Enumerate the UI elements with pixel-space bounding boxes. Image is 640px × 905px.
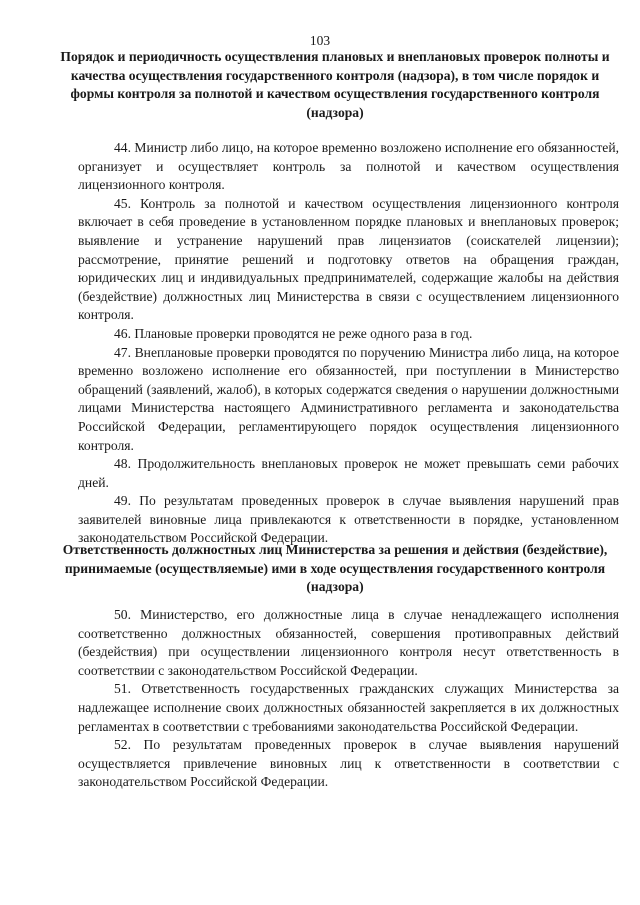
paragraph-44: 44. Министр либо лицо, на которое временно возложено исполнение его обязанностей, организует и осуществляет контроль за полнотой и качеством осуществления лицензионного контроля. [78, 140, 619, 193]
page-number: 103 [309, 33, 331, 48]
section-body-responsibility [78, 606, 619, 792]
section-body-inspections [78, 139, 619, 548]
paragraph-47: 47. Внеплановые проверки проводятся по поручению Министра либо лица, на которое временно возложено исполнение его обязанностей, при поступлении в Министерство обращений (заявлений, жалоб), в которых содержатся сведения о нарушении должностными лицами Министерства настоящего Административного регламента и законодательства Российской Федерации, регламентирующего порядок осуществления лицензионного контроля. [78, 344, 619, 453]
paragraph-45: 45. Контроль за полнотой и качеством осуществления лицензионного контроля включает в себя проведение в установленном порядке плановых и внеплановых проверок; выявление и устранение нарушений прав лицензиатов (соискателей лицензии); рассмотрение, принятие решений и подготовку ответов на обращения граждан, юридических лиц и индивидуальных предпринимателей, содержащие жалобы на действия (бездействие) должностных лиц Министерства в связи с осуществлением лицензионного контроля. [78, 195, 619, 323]
paragraph-51: 51. Ответственность государственных гражданских служащих Министерства за надлежащее исполнение своих должностных обязанностей закрепляется в их должностных регламентах в соответствии с требованиями законодательства Российской Федерации. [78, 681, 619, 734]
paragraph-48: 48. Продолжительность внеплановых проверок не может превышать семи рабочих дней. [78, 456, 619, 490]
paragraph-52: 52. По результатам проведенных проверок в случае выявления нарушений осуществляется привлечение виновных лиц к ответственности в соответствии с законодательством Российской Федерации. [78, 737, 619, 790]
paragraph-50: 50. Министерство, его должностные лица в случае ненадлежащего исполнения соответственно должностных обязанностей, совершения противоправных действий (бездействия) при осуществлении лицензионного контроля несут ответственность в соответствии с законодательством Российской Федерации. [78, 607, 619, 678]
section-heading-responsibility: Ответственность должностных лиц Министерства за решения и действия (бездействие), принимаемые (осуществляемые) ими в ходе осуществления государственного контроля (надзора) [62, 542, 608, 594]
paragraph-49: 49. По результатам проведенных проверок в случае выявления нарушений прав заявителей виновные лица привлекаются к ответственности в порядке, установленном законодательством Российской Федерации. [78, 493, 619, 546]
section-heading-inspections: Порядок и периодичность осуществления плановых и внеплановых проверок полноты и качества осуществления государственного контроля (надзора), в том числе порядок и формы контроля за полнотой и качеством осуществления государственного контроля (надзора) [60, 49, 610, 120]
paragraph-46: 46. Плановые проверки проводятся не реже одного раза в год. [114, 325, 473, 341]
